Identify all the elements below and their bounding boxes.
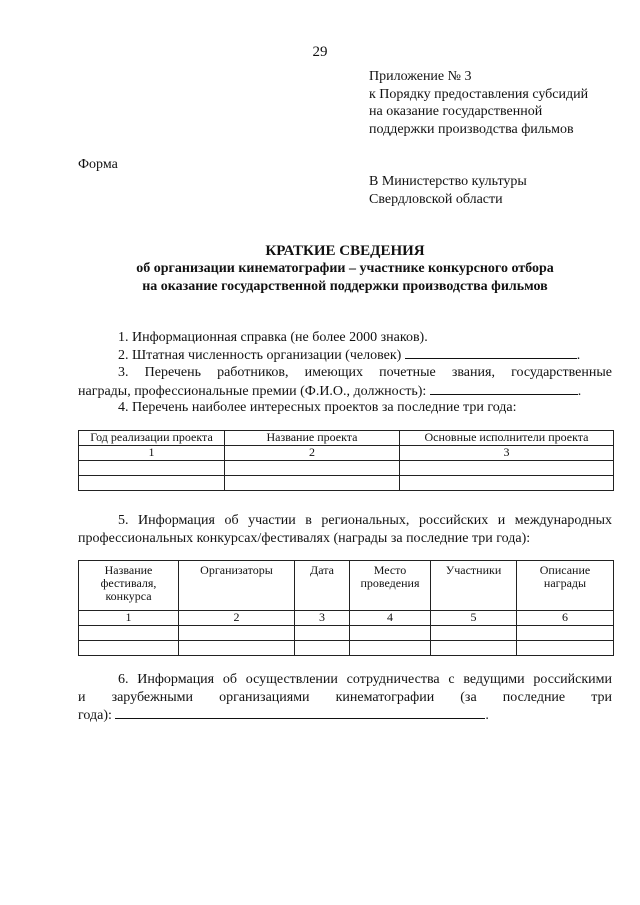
item-5-line2: профессиональных конкурсах/фестивалях (награды за последние три года): <box>78 530 531 546</box>
table-cell[interactable] <box>179 626 295 641</box>
item-6-line3: года): <box>78 708 112 723</box>
table-cell[interactable] <box>79 461 225 476</box>
document-title <box>78 242 612 296</box>
table-cell: 2 <box>179 611 295 626</box>
period: . <box>577 383 582 399</box>
employees-blank[interactable] <box>430 382 578 395</box>
appendix-line: поддержки производства фильмов <box>369 121 574 137</box>
item-6 <box>78 671 612 725</box>
table-header-cell: Описание награды <box>517 561 614 611</box>
item-4-text: 4. Перечень наиболее интересных проектов за последние три года: <box>118 400 517 415</box>
table-cell[interactable] <box>179 641 295 656</box>
table-header-row <box>79 431 614 446</box>
table-cell: 2 <box>225 446 400 461</box>
item-5 <box>78 512 612 547</box>
table-header-cell: Участники <box>431 561 517 611</box>
table-cell: 6 <box>517 611 614 626</box>
item-2-text: 2. Штатная численность организации (человек) <box>118 348 402 363</box>
table-row <box>79 641 614 656</box>
table-number-row <box>79 611 614 626</box>
table-header-cell: Название фестиваля, конкурса <box>79 561 179 611</box>
table-cell[interactable] <box>350 626 431 641</box>
appendix-line: на оказание государственной <box>369 104 543 119</box>
table-row <box>79 626 614 641</box>
table-cell[interactable] <box>400 461 614 476</box>
title-subline: об организации кинематографии – участнике конкурсного отбора <box>136 261 554 276</box>
table-cell[interactable] <box>295 641 350 656</box>
table-row <box>79 476 614 491</box>
cooperation-blank[interactable] <box>115 706 485 719</box>
table-cell[interactable] <box>517 626 614 641</box>
table-cell[interactable] <box>225 476 400 491</box>
item-6-line1: 6. Информация об осуществлении сотрудничества с ведущими российскими <box>118 672 612 687</box>
appendix-line: Приложение № 3 <box>369 69 472 84</box>
table-cell[interactable] <box>350 641 431 656</box>
table-cell[interactable] <box>517 641 614 656</box>
addressee-line: В Министерство культуры <box>369 174 527 189</box>
item-3 <box>78 364 612 400</box>
table-row <box>79 461 614 476</box>
addressee <box>369 173 527 208</box>
table-header-cell: Дата <box>295 561 350 611</box>
period: . <box>485 708 489 723</box>
item-3-line2: награды, профессиональные премии (Ф.И.О., должность): <box>78 383 427 399</box>
item-1 <box>78 329 612 347</box>
item-2 <box>78 346 612 365</box>
table-cell: 1 <box>79 611 179 626</box>
page-number: 29 <box>312 44 328 60</box>
table-cell: 3 <box>295 611 350 626</box>
table-header-row <box>79 561 614 611</box>
table-cell[interactable] <box>79 476 225 491</box>
item-6-line2: и зарубежными организациями кинематографии (за последние три <box>78 689 612 705</box>
table-cell[interactable] <box>400 476 614 491</box>
table-header-cell: Основные исполнители проекта <box>400 431 614 446</box>
table-cell: 4 <box>350 611 431 626</box>
period: . <box>576 348 581 363</box>
table-cell: 5 <box>431 611 517 626</box>
table-cell[interactable] <box>225 461 400 476</box>
table-cell: 3 <box>400 446 614 461</box>
table-header-cell: Организаторы <box>179 561 295 611</box>
table-cell[interactable] <box>431 641 517 656</box>
item-4 <box>78 399 612 417</box>
table-number-row <box>79 446 614 461</box>
item-1-text: 1. Информационная справка (не более 2000 знаков). <box>118 330 428 345</box>
addressee-line: Свердловской области <box>369 191 503 207</box>
item-5-line1: 5. Информация об участии в региональных, российских и международных <box>118 513 612 528</box>
table-cell[interactable] <box>431 626 517 641</box>
table-cell[interactable] <box>79 626 179 641</box>
title-main: КРАТКИЕ СВЕДЕНИЯ <box>265 243 425 259</box>
title-subline: на оказание государственной поддержки производства фильмов <box>142 279 548 294</box>
table-cell[interactable] <box>295 626 350 641</box>
staff-count-blank[interactable] <box>405 346 577 359</box>
form-label: Форма <box>78 157 118 172</box>
appendix-note <box>369 68 588 138</box>
table-cell[interactable] <box>79 641 179 656</box>
table-header-cell: Название проекта <box>225 431 400 446</box>
table-cell: 1 <box>79 446 225 461</box>
item-3-line1: 3. Перечень работников, имеющих почетные звания, государственные <box>118 365 612 380</box>
table-header-cell: Год реализации проекта <box>79 431 225 446</box>
table-header-cell: Место проведения <box>350 561 431 611</box>
projects-table <box>78 430 614 491</box>
appendix-line: к Порядку предоставления субсидий <box>369 86 589 102</box>
festivals-table <box>78 560 614 656</box>
